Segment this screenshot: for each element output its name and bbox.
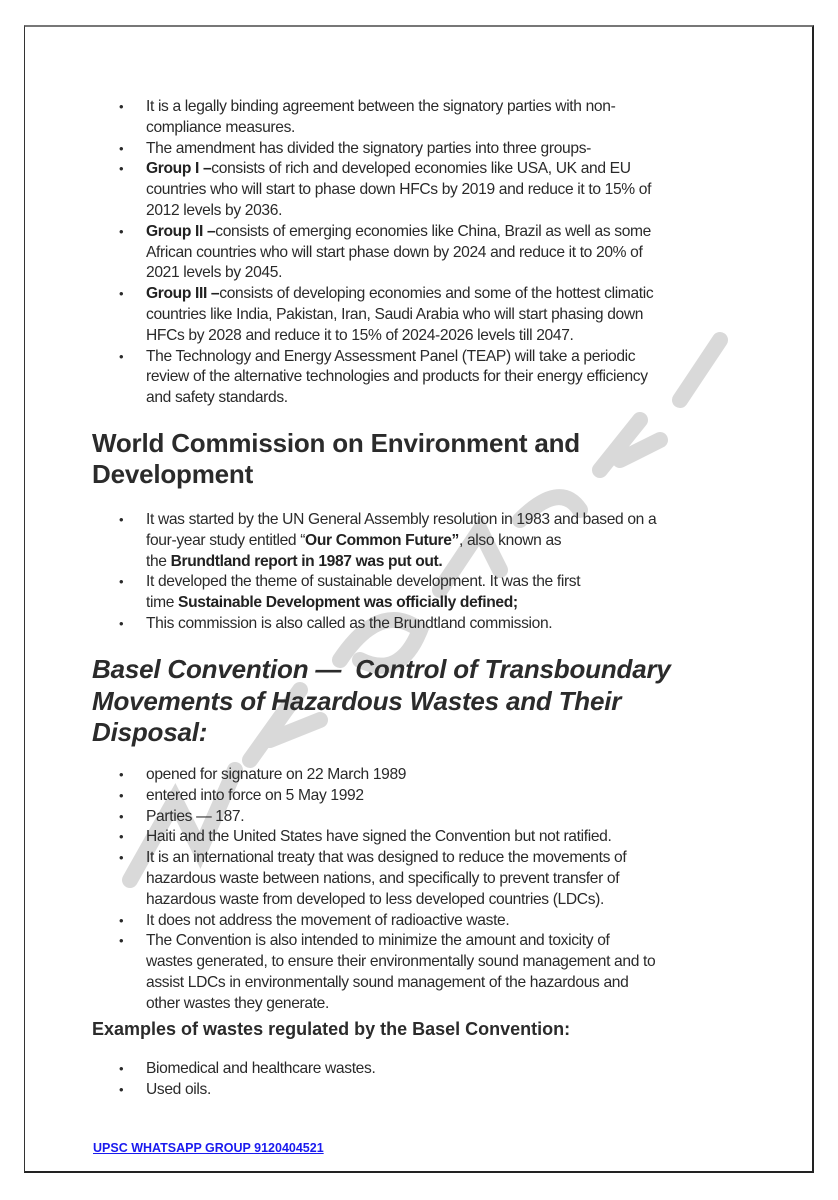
list-item <box>92 931 772 1014</box>
text: opened for signature on 22 March 1989 <box>146 766 407 783</box>
wced-list-section <box>92 510 772 635</box>
list-item <box>92 159 772 221</box>
list-item <box>92 1059 772 1080</box>
list-item <box>92 911 772 932</box>
list-item <box>92 827 772 848</box>
wced-section <box>92 428 580 490</box>
list-item <box>92 572 772 614</box>
basel-bullet-list <box>92 765 772 1015</box>
text: entered into force on 5 May 1992 <box>146 786 364 804</box>
text: consists of developing economies and some of the hottest climatic countries like India, Pakistan, Iran, Saudi Arabia who will start phasing down HFCs by 2028 and reduce it to 15% of 2024-2026 levels till 2047. <box>146 285 654 344</box>
text: The Convention is also intended to minimize the amount and toxicity of wastes generated, to ensure their environmentally sound management and to assist LDCs in environmentally sound management of the hazardous and other wastes they generate. <box>146 932 656 1012</box>
bold-text: Our Common Future” <box>305 531 460 549</box>
text: It does not address the movement of radioactive waste. <box>146 911 510 929</box>
text: , also known as the <box>146 531 562 570</box>
text: consists of rich and developed economies like USA, UK and EU countries who will start to phase down HFCs by 2019 and reduce it to 15% of 2012 levels by 2036. <box>146 160 652 219</box>
text: Parties — 187. <box>146 807 245 825</box>
list-item <box>92 614 772 635</box>
text: Haiti and the United States have signed the Convention but not ratified. <box>146 828 612 846</box>
text: The Technology and Energy Assessment Panel (TEAP) will take a periodic review of the alternative technologies and products for their energy efficiency and safety standards. <box>146 347 648 407</box>
wced-bullet-list <box>92 510 772 635</box>
list-item <box>92 848 772 910</box>
bold-text: Group I – <box>146 160 212 178</box>
list-item <box>92 347 772 409</box>
list-item <box>92 786 772 807</box>
list-item <box>92 510 772 572</box>
basel-section <box>92 654 671 749</box>
text: consists of emerging economies like China, Brazil as well as some African countries who will start phase down by 2024 and reduce it to 20% of 2021 levels by 2045. <box>146 222 652 282</box>
bold-text: Sustainable Development was officially defined; <box>178 594 518 612</box>
list-item <box>92 222 772 284</box>
text: It is a legally binding agreement between the signatory parties with non- compliance measures. <box>146 98 616 136</box>
hfc-groups-section <box>92 97 772 409</box>
section-heading-basel: Basel Convention — Control of Transboundary Movements of Hazardous Wastes and Their Disposal: <box>92 654 671 747</box>
examples-bullet-list <box>92 1059 772 1101</box>
section-heading-wced: World Commission on Environment and Development <box>92 428 580 489</box>
list-item <box>92 139 772 160</box>
footer-whatsapp-link[interactable]: UPSC WHATSAPP GROUP 9120404521 <box>93 1141 324 1155</box>
list-item <box>92 97 772 139</box>
text: Biomedical and healthcare wastes. <box>146 1060 376 1077</box>
text: Used oils. <box>146 1080 211 1098</box>
text: This commission is also called as the Brundtland commission. <box>146 614 553 632</box>
subheading-examples: Examples of wastes regulated by the Basel Convention: <box>92 1019 571 1039</box>
examples-list-section <box>92 1059 772 1101</box>
text: It developed the theme of sustainable development. It was the first time <box>146 573 581 612</box>
list-item <box>92 807 772 828</box>
hfc-bullet-list <box>92 97 772 409</box>
bold-text: Group III – <box>146 285 220 303</box>
list-item <box>92 765 772 786</box>
text: It was started by the UN General Assembly resolution in 1983 and based on a four-year study entitled “ <box>146 511 657 549</box>
text: The amendment has divided the signatory parties into three groups- <box>146 139 591 157</box>
bold-text: Group II – <box>146 222 216 240</box>
bold-text: Brundtland report in 1987 was put out. <box>170 552 443 570</box>
basel-list-section <box>92 765 772 1015</box>
text: It is an international treaty that was designed to reduce the movements of hazardous waste between nations, and specifically to prevent transfer of hazardous waste from developed to less developed countries (LDCs). <box>146 849 627 908</box>
list-item <box>92 284 772 346</box>
examples-section <box>92 1018 570 1040</box>
list-item <box>92 1080 772 1101</box>
